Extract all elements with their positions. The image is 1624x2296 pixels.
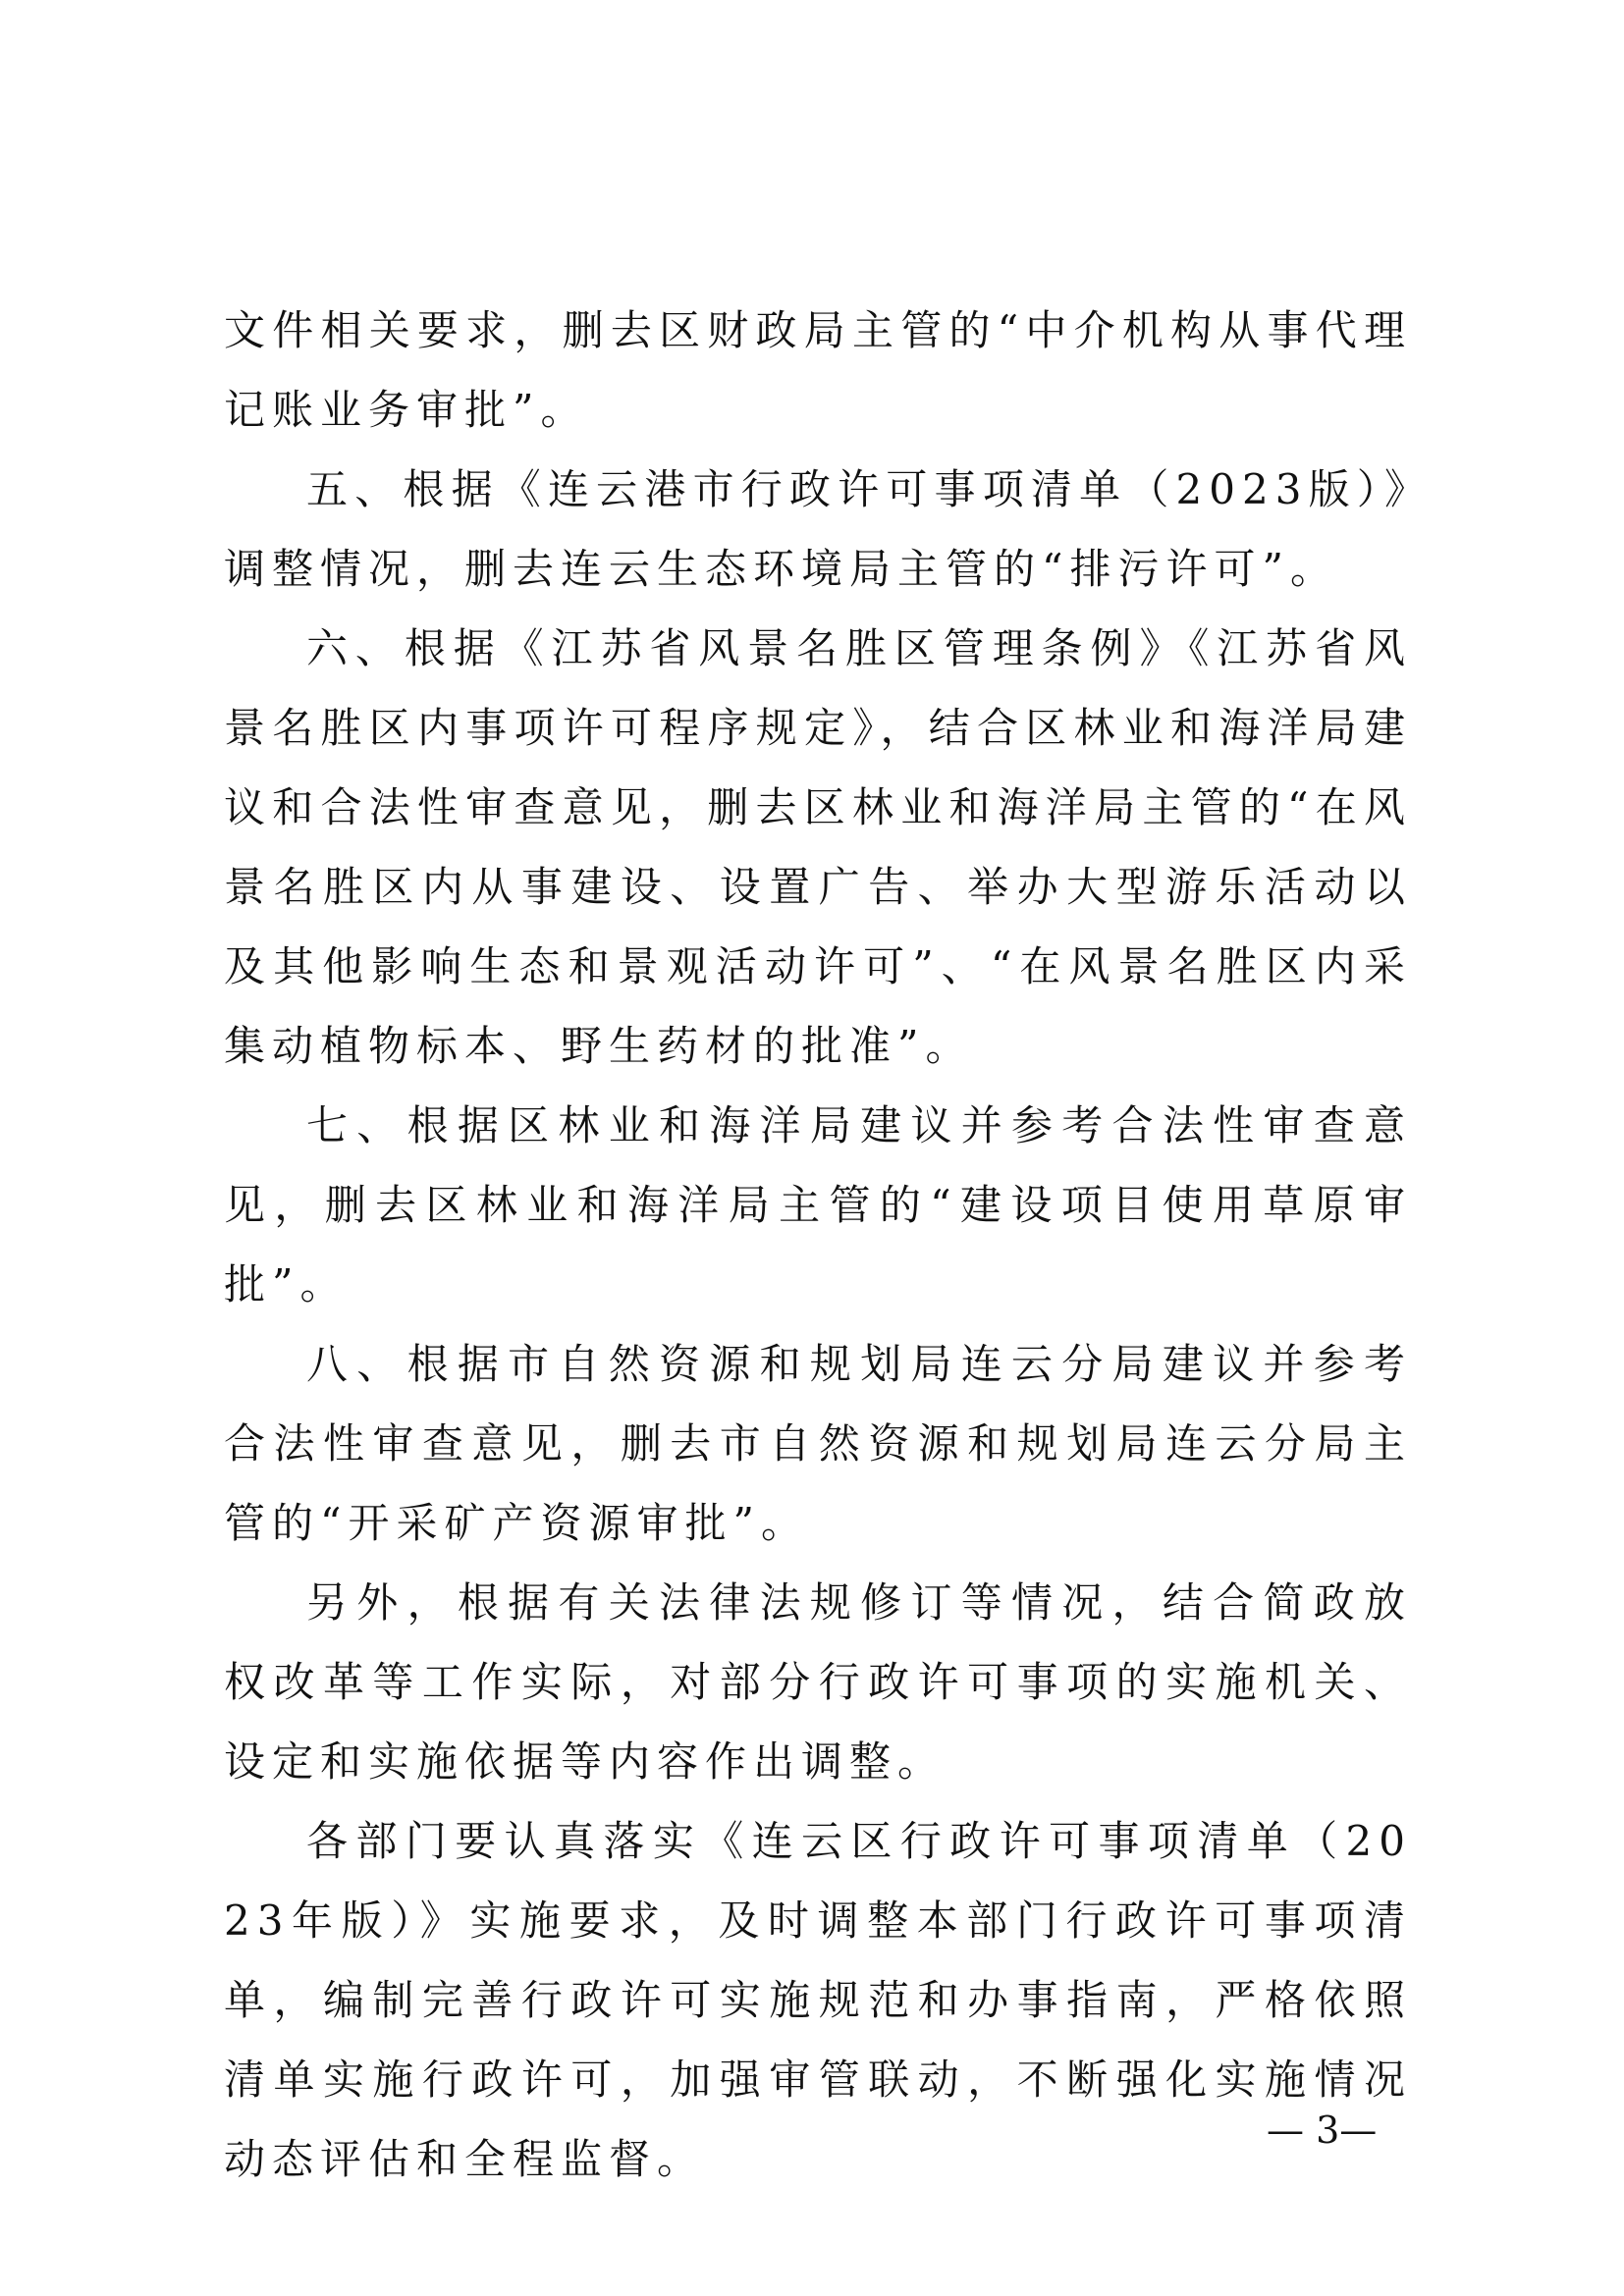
paragraph-item-seven: 七、根据区林业和海洋局建议并参考合法性审查意见，删去区林业和海洋局主管的“建设项目使用草原审批”。 xyxy=(224,1101,1412,1308)
paragraph-continued: 文件相关要求，删去区财政局主管的“中介机构从事代理记账业务审批”。 xyxy=(224,306,1412,434)
paragraph-additional-adjustments: 另外，根据有关法律法规修订等情况，结合简政放权改革等工作实际，对部分行政许可事项的实施机关、设定和实施依据等内容作出调整。 xyxy=(224,1578,1412,1786)
document-body xyxy=(224,291,1412,2199)
paragraph-item-six: 六、根据《江苏省风景名胜区管理条例》《江苏省风景名胜区内事项许可程序规定》，结合区林业和海洋局建议和合法性审查意见，删去区林业和海洋局主管的“在风景名胜区内从事建设、设置广告、举办大型游乐活动以及其他影响生态和景观活动许可”、“在风景名胜区内采集动植物标本、野生药材的批准”。 xyxy=(224,624,1412,1070)
page-number: — 3— xyxy=(1267,2109,1378,2152)
paragraph-item-five: 五、根据《连云港市行政许可事项清单（2023版）》调整情况，删去连云生态环境局主管的“排污许可”。 xyxy=(224,465,1412,593)
paragraph-item-eight: 八、根据市自然资源和规划局连云分局建议并参考合法性审查意见，删去市自然资源和规划局连云分局主管的“开采矿产资源审批”。 xyxy=(224,1340,1412,1547)
paragraph-implementation-requirements: 各部门要认真落实《连云区行政许可事项清单（2023年版）》实施要求，及时调整本部门行政许可事项清单，编制完善行政许可实施规范和办事指南，严格依照清单实施行政许可，加强审管联动，不断强化实施情况动态评估和全程监督。 xyxy=(224,1817,1412,2183)
